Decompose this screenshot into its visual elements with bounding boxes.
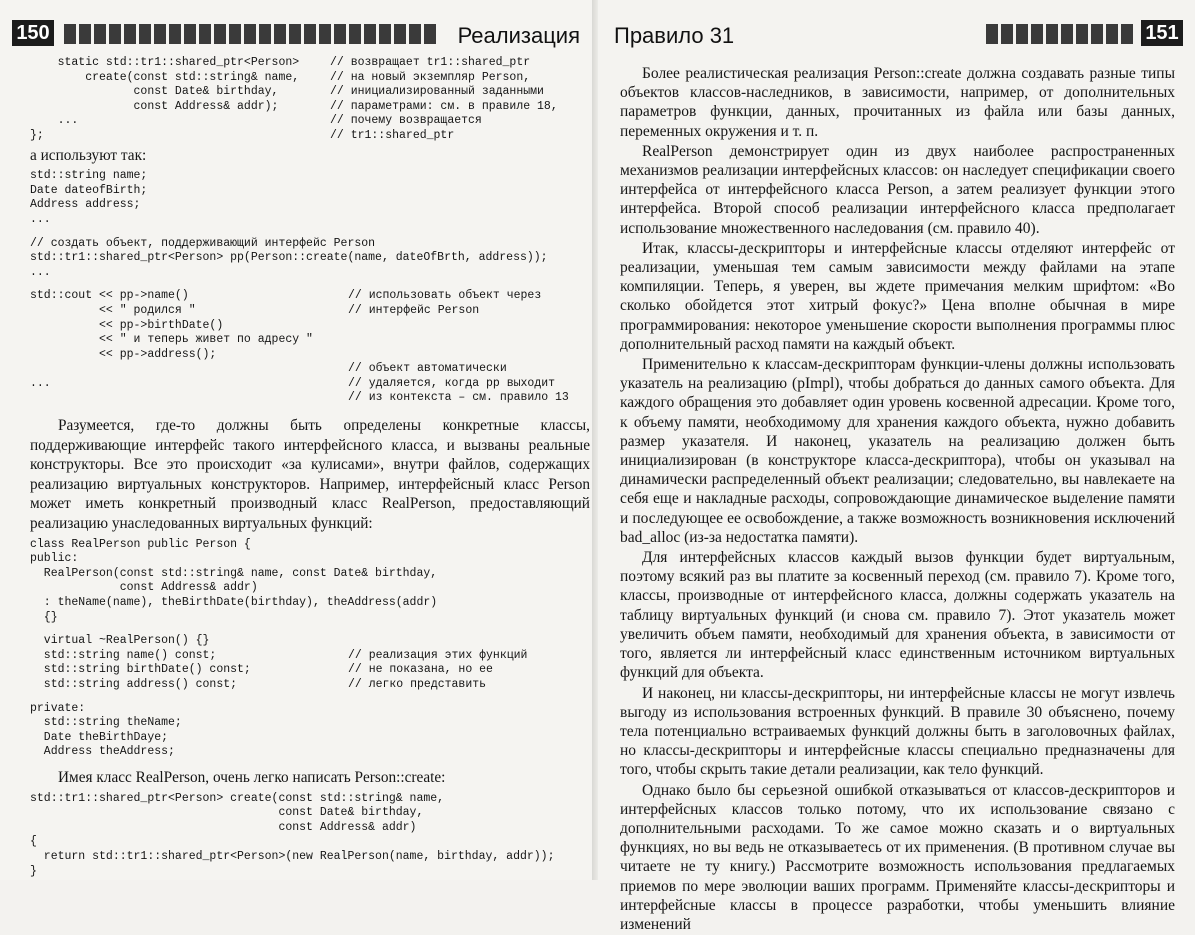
- paragraph-concrete-classes: Разумеется, где-то должны быть определены конкретные классы, поддерживающие интерфейс такого интерфейсного класса, и вызваны реальные конструкторы. Все это происходит «за кулисами», внутри файлов, содержащих реализацию виртуальных конструкторов. Например, интерфейсный класс Person может иметь конкретный производный класс RealPerson, предоставляющий реализацию унаследованных виртуальных функций:: [30, 417, 590, 533]
- page-number-left: 150: [12, 20, 54, 46]
- paragraph-realperson: Имея класс RealPerson, очень легко написать Person::create:: [58, 768, 446, 786]
- code-create-implementation: std::tr1::shared_ptr<Person> create(const std::string& name, const Date& birthday, const Address& addr) { return std::tr1::shared_ptr<Person>(new RealPerson(name, birthday, addr)); }: [30, 791, 555, 878]
- code-line: << pp->birthDate(): [30, 318, 224, 332]
- code-comment: // реализация этих функций: [348, 648, 528, 662]
- code-comment: // инициализированный заданными: [330, 85, 544, 99]
- code-line: std::string address() const;: [30, 677, 238, 691]
- code-line: std::string birthDate() const;: [30, 663, 251, 677]
- code-comment: // не показана, но ее: [348, 663, 493, 677]
- code-comment: [348, 348, 590, 363]
- code-comment: // tr1::shared_ptr: [330, 128, 455, 142]
- paragraph: Применительно к классам-дескрипторам функции-члены должны использовать указатель на реализацию (pImpl), чтобы добраться до данных самого объекта. Для каждого обращения это добавляет один уровень косвенной адресации. Кроме того, к объему памяти, необходимому для хранения каждого объекта, нужно добавить размер указателя. И наконец, указатель на реализацию должен быть инициализирован (в конструкторе класса-дескриптора), чтобы он указывал на динамически распределенный объект реализации; следовательно, вы навлекаете на себя еще и накладные расходы, сопровождающие динамическое выделение памяти и последующее ее освобождение, а также возможность возникновения исключений bad_alloc (из-за недостатка памяти).: [620, 356, 1175, 546]
- code-comment: [348, 333, 590, 348]
- code-create-object: // создать объект, поддерживающий интерфейс Person std::tr1::shared_ptr<Person> pp(Person::create(name, dateOfBrth, address)); ...: [30, 236, 548, 279]
- usage-line: а используют так:: [30, 146, 147, 164]
- code-comment: // на новый экземпляр Person,: [330, 70, 531, 84]
- code-class-head: class RealPerson public Person { public: RealPerson(const std::string& name, const Date& birthday, const Address& addr) : theName(name), theBirthDate(birthday), theAddress(addr) {}: [30, 537, 438, 624]
- code-line: << " родился ": [30, 303, 196, 317]
- paragraph: Итак, классы-дескрипторы и интерфейсные классы отделяют интерфейс от реализации, уменьшая тем самым зависимости между файлами на этапе компиляции. Теперь, я уверен, вы ждете примечания мелким шрифтом: «Во сколько обойдется этот хитрый фокус?» Цена вполне обычная в мире программирования: некоторое уменьшение скорости выполнения программы плюс дополнительный расход памяти на каждый объект.: [620, 239, 1175, 353]
- code-variables: std::string name; Date dateofBirth; Address address; ...: [30, 169, 148, 226]
- code-comment: [348, 319, 590, 334]
- code-comment: // из контекста – см. правило 13: [348, 391, 569, 405]
- paragraph: И наконец, ни классы-дескрипторы, ни интерфейсные классы не могут извлечь выгоду из использования встроенных функций. В правиле 30 объяснено, почему тела потенциально встраиваемых функций должны быть в заголовочных файлах, но классы-дескрипторы и интерфейсные классы специально предназначены для того, чтобы скрыть такие детали реализации, как тело функций.: [620, 684, 1175, 779]
- paragraph: Однако было бы серьезной ошибкой отказываться от классов-дескрипторов и интерфейсных классов только потому, что их использование связано с дополнительными расходами. То же самое можно сказать и о виртуальных функциях, но вы ведь не отказываетесь от их применения. (В противном случае вы читаете не ту книгу.) Рассмотрите возможность использования предлагаемых приемов по мере эволюции ваших программ. Применяйте классы-дескрипторы и интерфейсные классы в процессе разработки, чтобы уменьшить влияние изменений: [620, 781, 1175, 933]
- code-comment: // удаляется, когда pp выходит: [348, 376, 556, 390]
- code-line: ...: [30, 114, 79, 128]
- code-line: };: [30, 128, 44, 142]
- running-head-left: Реализация: [457, 23, 580, 48]
- code-create-declaration: [30, 56, 590, 144]
- code-line: const Address& addr);: [30, 99, 279, 113]
- left-page: [0, 0, 592, 880]
- code-comment: [348, 634, 590, 649]
- page-number-right: 151: [1141, 20, 1183, 46]
- code-line: << " и теперь живет по адресу ": [30, 333, 313, 347]
- paragraph: Для интерфейсных классов каждый вызов функции будет виртуальным, поэтому всякий раз вы платите за косвенный переход (см. правило 7). Кроме того, классы, производные от интерфейсного класса, должны содержать указатель на таблицу виртуальных функций (и снова см. правило 7). Этот указатель может увеличить объем памяти, необходимый для хранения объекта, в зависимости от того, является ли интерфейсный класс единственным источником виртуальных функций для объекта.: [620, 549, 1175, 682]
- header-decoration-left: [64, 24, 436, 44]
- code-line: ...: [30, 376, 51, 390]
- code-comment: // возвращает tr1::shared_ptr: [330, 56, 531, 69]
- code-line: std::cout << pp->name(): [30, 289, 189, 303]
- right-page-body: [620, 64, 1175, 935]
- right-page: [598, 0, 1195, 933]
- code-line: << pp->address();: [30, 347, 217, 361]
- paragraph: RealPerson демонстрирует один из двух наиболее распространенных механизмов реализации интерфейсных классов: он наследует спецификации своего интерфейса от интерфейсного класса Person, а затем реализует функции этого интерфейса. Второй способ реализации интерфейсного класса предполагает использование множественного наследования (см. правило 40).: [620, 142, 1175, 237]
- paragraph: Более реалистическая реализация Person::create должна создавать разные типы объектов классов-наследников, в зависимости, например, от дополнительных параметров функции, данных, прочитанных из файла или базы данных, переменных окружения и т. п.: [620, 65, 1175, 140]
- code-comment: // почему возвращается: [330, 114, 482, 128]
- code-comment: // параметрами: см. в правиле 18,: [330, 99, 558, 113]
- running-head-right: Правило 31: [614, 23, 735, 48]
- code-comment: // объект автоматически: [348, 362, 507, 376]
- code-comment: // использовать объект через: [348, 289, 542, 303]
- code-line: create(const std::string& name,: [30, 70, 300, 84]
- left-page-body: [30, 56, 590, 879]
- code-private-members: private: std::string theName; Date theBirthDaye; Address theAddress;: [30, 701, 182, 759]
- code-line: virtual ~RealPerson() {}: [30, 634, 210, 648]
- code-virtual-functions: [30, 634, 590, 692]
- code-line: [30, 362, 348, 377]
- code-comment: // легко представить: [348, 677, 487, 691]
- code-cout: [30, 289, 590, 406]
- code-line: [30, 391, 348, 406]
- code-line: static std::tr1::shared_ptr<Person>: [30, 56, 300, 69]
- code-line: const Date& birthday,: [30, 85, 279, 99]
- code-line: std::string name() const;: [30, 648, 217, 662]
- header-decoration-right: [986, 24, 1133, 44]
- code-comment: // интерфейс Person: [348, 303, 480, 317]
